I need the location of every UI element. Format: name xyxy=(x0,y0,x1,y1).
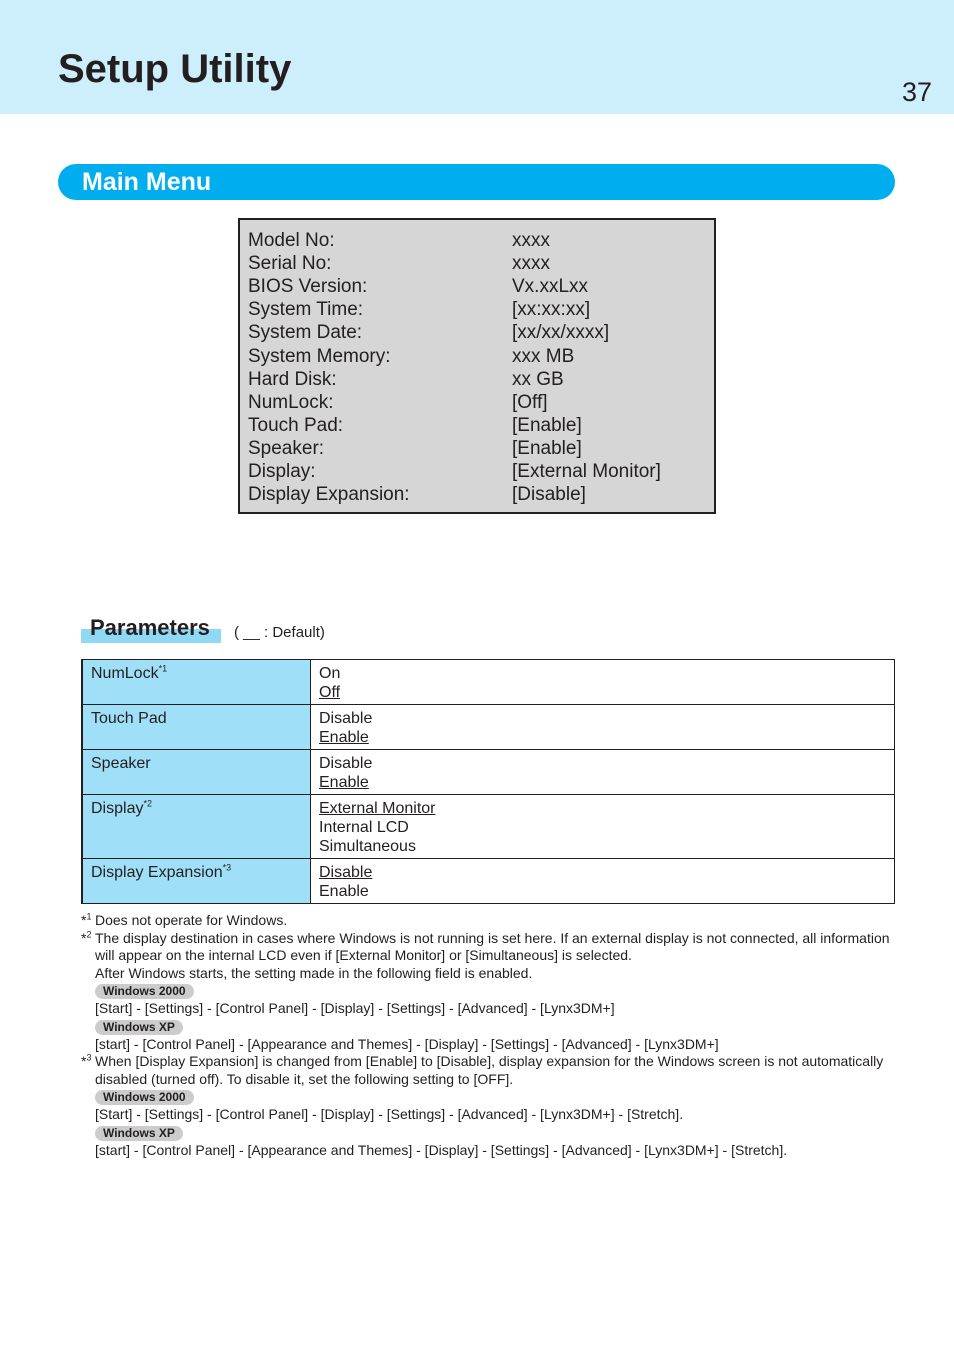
screen-row-value: [External Monitor] xyxy=(512,461,661,482)
default-option: Enable xyxy=(319,774,369,791)
screen-row xyxy=(248,414,708,437)
footnote-mark: * xyxy=(81,1053,87,1069)
footnote-ref: *3 xyxy=(222,862,232,873)
screen-row-value: xxxx xyxy=(512,230,550,251)
page-title: Setup Utility xyxy=(58,47,292,91)
screen-row-label: Touch Pad: xyxy=(248,414,344,436)
screen-row-label: Display: xyxy=(248,461,316,482)
footnote-1 xyxy=(81,912,901,930)
footnote-ref: *2 xyxy=(143,798,152,809)
parameters-table xyxy=(81,659,895,904)
page-header xyxy=(0,0,954,114)
footnote-ref: *1 xyxy=(158,663,168,674)
parameter-options-cell xyxy=(311,705,895,750)
menu-path: [Start] - [Settings] - [Control Panel] - [Display] - [Settings] - [Advanced] - [Lynx3DM+] - [Stretch]. xyxy=(95,1106,684,1122)
screen-row xyxy=(248,298,708,321)
screen-row-label: System Memory: xyxy=(248,345,391,367)
screen-row-label: Display Expansion: xyxy=(248,484,410,506)
footnote-mark: * xyxy=(81,929,87,946)
screen-row-value: xxx MB xyxy=(512,345,575,367)
footnote-text: The display destination in cases where Windows is not running is set here. If an external display is not connected, all information will appear on the internal LCD even if [External Monitor] or [Simultaneous] is selected. xyxy=(95,929,890,963)
screen-row xyxy=(248,368,708,391)
parameter-name-cell xyxy=(82,795,311,859)
screen-row xyxy=(248,483,708,506)
menu-path: [Start] - [Settings] - [Control Panel] - [Display] - [Settings] - [Advanced] - [Lynx3DM+] xyxy=(95,1000,615,1016)
footnote-text: Does not operate for Windows. xyxy=(95,912,288,928)
footnote-text: After Windows starts, the setting made in the following field is enabled. xyxy=(95,964,533,981)
screen-row-label: Model No: xyxy=(248,230,335,251)
table-row xyxy=(82,859,895,904)
menu-path: [start] - [Control Panel] - [Appearance and Themes] - [Display] - [Settings] - [Advanced] - [Lynx3DM+] xyxy=(95,1035,719,1052)
option: On xyxy=(319,665,341,682)
screen-row-value: [Disable] xyxy=(512,484,586,506)
screen-row xyxy=(248,275,708,298)
screen-row xyxy=(248,321,708,344)
screen-row-label: System Date: xyxy=(248,322,363,344)
option: Enable xyxy=(319,883,369,900)
parameter-name: Speaker xyxy=(91,755,151,772)
screen-row-value: [Enable] xyxy=(512,414,582,436)
footnote-number: 1 xyxy=(86,911,92,922)
default-option: Off xyxy=(319,684,341,701)
screen-row xyxy=(248,252,708,275)
default-option: Enable xyxy=(319,729,369,746)
table-row xyxy=(82,705,895,750)
footnote-2 xyxy=(81,930,901,1054)
bios-screen xyxy=(238,218,716,514)
parameter-options-cell xyxy=(311,859,895,904)
screen-row-value: xx GB xyxy=(512,368,564,390)
option: Disable xyxy=(319,755,373,772)
screen-row-value: [xx/xx/xxxx] xyxy=(512,322,610,344)
footnote-number: 2 xyxy=(86,928,92,939)
page-number: 37 xyxy=(902,77,933,107)
screen-row-label: BIOS Version: xyxy=(248,276,368,298)
table-row xyxy=(82,750,895,795)
footnote-mark: * xyxy=(81,912,87,928)
section-title: Main Menu xyxy=(82,168,212,196)
screen-row-label: System Time: xyxy=(248,299,364,321)
screen-row-value: Vx.xxLxx xyxy=(512,276,589,298)
table-row xyxy=(82,660,895,705)
screen-row xyxy=(248,345,708,368)
parameter-name: Display xyxy=(91,800,144,817)
parameter-name: Display Expansion xyxy=(91,864,223,881)
parameter-name-cell xyxy=(82,750,311,795)
default-legend: ( __ : Default) xyxy=(234,624,325,641)
parameters-title: Parameters xyxy=(90,615,210,640)
parameter-name: Touch Pad xyxy=(91,710,167,727)
screen-row-value: [Enable] xyxy=(512,437,582,459)
screen-row-label: NumLock: xyxy=(248,391,334,413)
os-badge: Windows XP xyxy=(95,1020,183,1035)
screen-row xyxy=(248,229,708,252)
os-badge: Windows 2000 xyxy=(95,984,194,999)
os-badge: Windows XP xyxy=(95,1126,183,1141)
footnote-number: 3 xyxy=(86,1052,92,1063)
parameter-options-cell xyxy=(311,660,895,705)
screen-row-label: Speaker: xyxy=(248,437,325,459)
parameter-name-cell xyxy=(82,705,311,750)
parameter-options-cell xyxy=(311,795,895,859)
screen-row xyxy=(248,460,708,483)
footnote-text: When [Display Expansion] is changed from [Enable] to [Disable], display expansion for the Windows screen is not automatically disabled (turned off). To disable it, set the following setting to [OFF]. xyxy=(95,1053,884,1087)
table-row xyxy=(82,795,895,859)
menu-path: [start] - [Control Panel] - [Appearance and Themes] - [Display] - [Settings] - [Advanced] - [Lynx3DM+] - [Stretch]. xyxy=(95,1141,788,1158)
section-bar xyxy=(58,164,895,200)
parameter-name: NumLock xyxy=(91,665,159,682)
screen-row-value: [xx:xx:xx] xyxy=(512,299,591,321)
screen-row-label: Serial No: xyxy=(248,253,332,275)
screen-row xyxy=(248,437,708,460)
screen-row-value: xxxx xyxy=(512,253,550,275)
default-option: Disable xyxy=(319,864,373,881)
parameter-name-cell xyxy=(82,660,311,705)
default-option: External Monitor xyxy=(319,800,436,817)
os-badge: Windows 2000 xyxy=(95,1090,194,1105)
option: Simultaneous xyxy=(319,838,416,855)
parameter-options-cell xyxy=(311,750,895,795)
parameter-name-cell xyxy=(82,859,311,904)
screen-row xyxy=(248,391,708,414)
option: Internal LCD xyxy=(319,819,409,836)
screen-row-value: [Off] xyxy=(512,391,548,413)
option: Disable xyxy=(319,710,373,727)
footnote-3 xyxy=(81,1053,901,1159)
footnotes xyxy=(81,912,901,1159)
screen-row-label: Hard Disk: xyxy=(248,368,337,390)
